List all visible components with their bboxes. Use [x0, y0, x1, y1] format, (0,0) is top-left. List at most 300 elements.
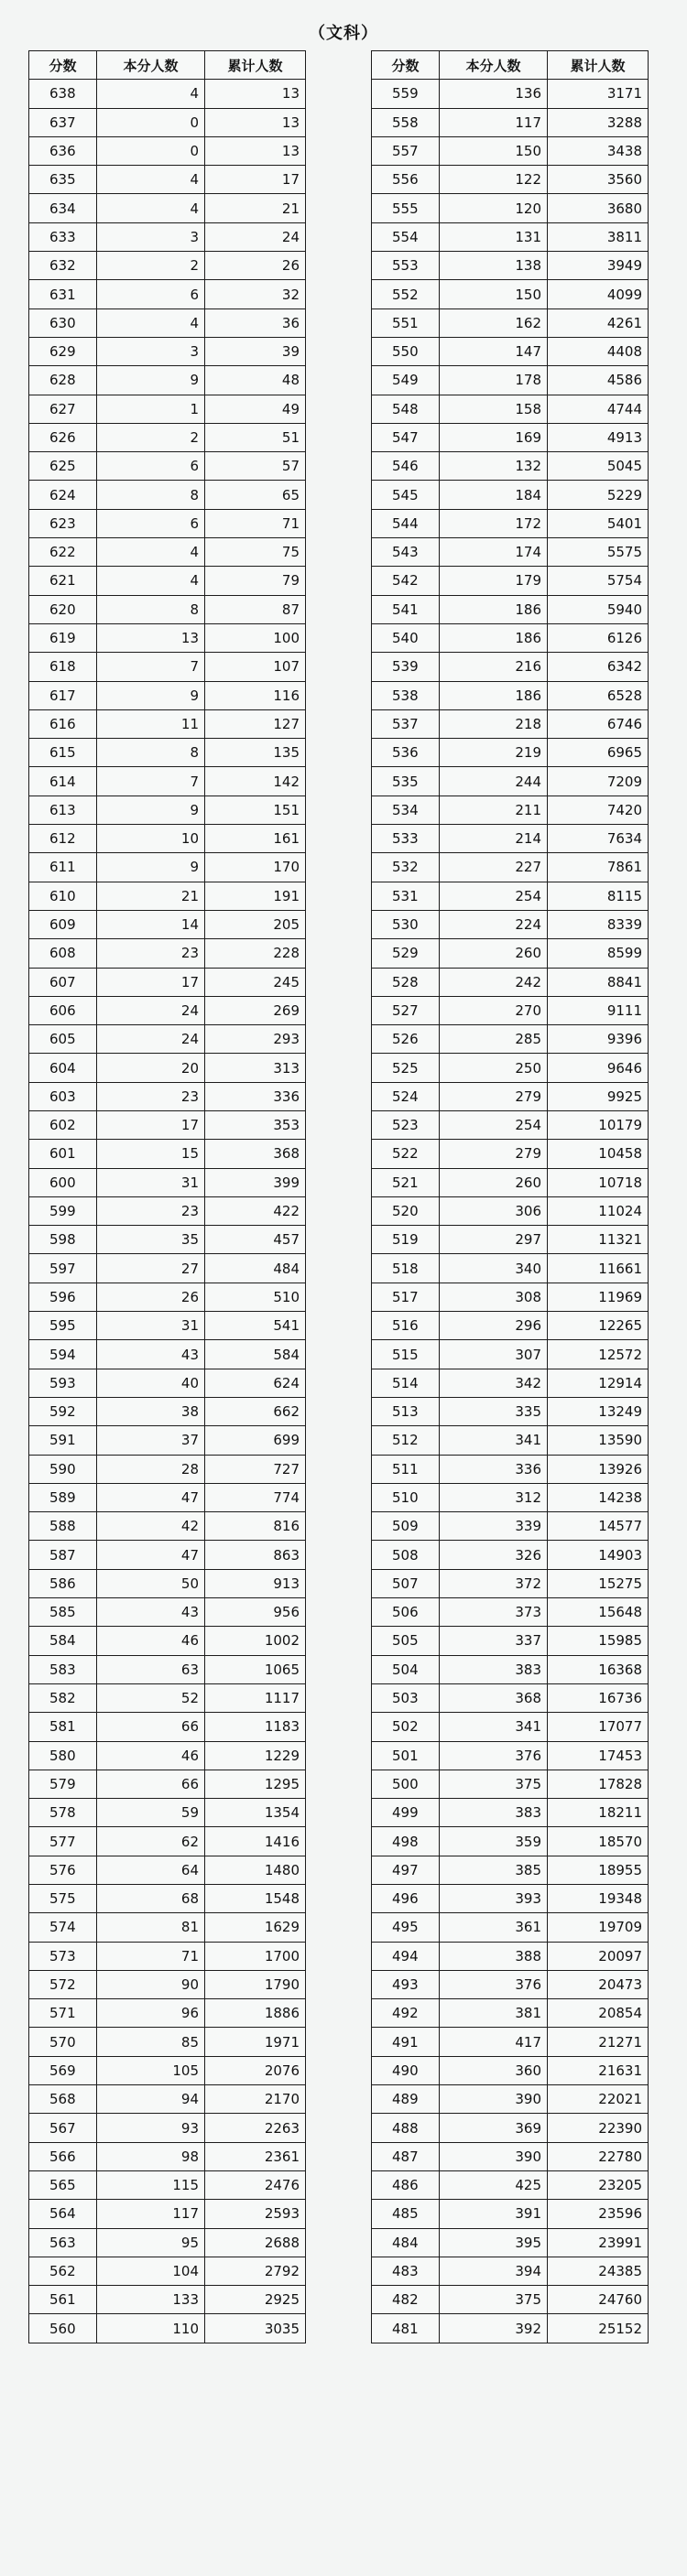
- table-body-right: [372, 80, 649, 2343]
- table-row: [372, 222, 649, 251]
- score-cell: 605: [29, 1025, 97, 1054]
- score-cell: 601: [29, 1140, 97, 1168]
- cumulative-cell: 11024: [548, 1196, 649, 1225]
- cumulative-cell: 100: [205, 623, 306, 652]
- table-row: [29, 1827, 306, 1856]
- count-cell: 120: [440, 194, 548, 222]
- score-cell: 593: [29, 1369, 97, 1397]
- cumulative-cell: 624: [205, 1369, 306, 1397]
- cumulative-cell: 87: [205, 595, 306, 623]
- cumulative-cell: 15648: [548, 1598, 649, 1627]
- score-cell: 558: [372, 108, 440, 136]
- cumulative-cell: 1480: [205, 1856, 306, 1884]
- cumulative-cell: 191: [205, 882, 306, 910]
- header-count: 本分人数: [97, 51, 205, 80]
- count-cell: 8: [97, 481, 205, 509]
- count-cell: 3: [97, 337, 205, 365]
- table-row: [372, 2028, 649, 2056]
- count-cell: 31: [97, 1312, 205, 1340]
- cumulative-cell: 4913: [548, 423, 649, 451]
- count-cell: 1: [97, 395, 205, 423]
- count-cell: 150: [440, 136, 548, 165]
- table-row: [29, 1226, 306, 1254]
- count-cell: 46: [97, 1741, 205, 1770]
- count-cell: 214: [440, 825, 548, 853]
- score-cell: 509: [372, 1512, 440, 1541]
- score-cell: 546: [372, 452, 440, 481]
- table-row: [372, 882, 649, 910]
- score-cell: 622: [29, 538, 97, 567]
- score-cell: 563: [29, 2228, 97, 2257]
- cumulative-cell: 13: [205, 136, 306, 165]
- cumulative-cell: 3288: [548, 108, 649, 136]
- count-cell: 31: [97, 1168, 205, 1196]
- count-cell: 10: [97, 825, 205, 853]
- score-cell: 607: [29, 968, 97, 996]
- score-cell: 569: [29, 2056, 97, 2084]
- score-cell: 556: [372, 166, 440, 194]
- table-row: [372, 1885, 649, 1913]
- count-cell: 52: [97, 1683, 205, 1712]
- table-row: [29, 2114, 306, 2142]
- cumulative-cell: 2925: [205, 2286, 306, 2314]
- cumulative-cell: 422: [205, 1196, 306, 1225]
- score-cell: 518: [372, 1254, 440, 1283]
- count-cell: 178: [440, 366, 548, 395]
- score-cell: 499: [372, 1799, 440, 1827]
- score-cell: 490: [372, 2056, 440, 2084]
- score-cell: 584: [29, 1627, 97, 1655]
- score-cell: 501: [372, 1741, 440, 1770]
- score-cell: 551: [372, 308, 440, 337]
- score-cell: 529: [372, 939, 440, 968]
- cumulative-cell: 24760: [548, 2286, 649, 2314]
- count-cell: 24: [97, 1025, 205, 1054]
- count-cell: 13: [97, 623, 205, 652]
- cumulative-cell: 48: [205, 366, 306, 395]
- table-row: [29, 538, 306, 567]
- score-cell: 536: [372, 739, 440, 767]
- count-cell: 395: [440, 2228, 548, 2257]
- table-row: [29, 108, 306, 136]
- table-row: [29, 1054, 306, 1082]
- cumulative-cell: 11969: [548, 1283, 649, 1311]
- table-row: [29, 337, 306, 365]
- table-row: [372, 1426, 649, 1455]
- count-cell: 23: [97, 1196, 205, 1225]
- count-cell: 7: [97, 653, 205, 681]
- table-row: [29, 1196, 306, 1225]
- table-row: [29, 452, 306, 481]
- score-cell: 575: [29, 1885, 97, 1913]
- cumulative-cell: 816: [205, 1512, 306, 1541]
- count-cell: 62: [97, 1827, 205, 1856]
- cumulative-cell: 12914: [548, 1369, 649, 1397]
- cumulative-cell: 313: [205, 1054, 306, 1082]
- count-cell: 169: [440, 423, 548, 451]
- cumulative-cell: 17828: [548, 1770, 649, 1798]
- cumulative-cell: 1971: [205, 2028, 306, 2056]
- count-cell: 244: [440, 767, 548, 796]
- count-cell: 308: [440, 1283, 548, 1311]
- cumulative-cell: 913: [205, 1569, 306, 1597]
- cumulative-cell: 9646: [548, 1054, 649, 1082]
- cumulative-cell: 23596: [548, 2200, 649, 2228]
- count-cell: 162: [440, 308, 548, 337]
- table-row: [372, 1110, 649, 1139]
- count-cell: 26: [97, 1283, 205, 1311]
- score-cell: 578: [29, 1799, 97, 1827]
- score-cell: 628: [29, 366, 97, 395]
- score-cell: 512: [372, 1426, 440, 1455]
- table-row: [29, 767, 306, 796]
- cumulative-cell: 8841: [548, 968, 649, 996]
- table-row: [372, 1999, 649, 2028]
- count-cell: 66: [97, 1713, 205, 1741]
- cumulative-cell: 5401: [548, 509, 649, 537]
- count-cell: 383: [440, 1655, 548, 1683]
- header-cumulative: 累计人数: [548, 51, 649, 80]
- count-cell: 43: [97, 1340, 205, 1369]
- cumulative-cell: 484: [205, 1254, 306, 1283]
- count-cell: 14: [97, 910, 205, 938]
- table-row: [29, 1655, 306, 1683]
- table-row: [29, 1569, 306, 1597]
- cumulative-cell: 49: [205, 395, 306, 423]
- cumulative-cell: 4586: [548, 366, 649, 395]
- cumulative-cell: 10458: [548, 1140, 649, 1168]
- cumulative-cell: 3438: [548, 136, 649, 165]
- count-cell: 4: [97, 80, 205, 108]
- table-row: [29, 939, 306, 968]
- cumulative-cell: 12265: [548, 1312, 649, 1340]
- cumulative-cell: 14238: [548, 1483, 649, 1511]
- cumulative-cell: 5754: [548, 567, 649, 595]
- table-row: [372, 395, 649, 423]
- score-cell: 633: [29, 222, 97, 251]
- table-row: [29, 882, 306, 910]
- score-cell: 611: [29, 853, 97, 882]
- score-cell: 567: [29, 2114, 97, 2142]
- count-cell: 388: [440, 1942, 548, 1970]
- cumulative-cell: 116: [205, 681, 306, 709]
- score-cell: 503: [372, 1683, 440, 1712]
- table-row: [29, 1369, 306, 1397]
- table-row: [29, 1082, 306, 1110]
- count-cell: 6: [97, 509, 205, 537]
- score-cell: 488: [372, 2114, 440, 2142]
- score-cell: 570: [29, 2028, 97, 2056]
- cumulative-cell: 23205: [548, 2170, 649, 2199]
- score-cell: 527: [372, 996, 440, 1024]
- cumulative-cell: 956: [205, 1598, 306, 1627]
- cumulative-cell: 13: [205, 80, 306, 108]
- count-cell: 4: [97, 166, 205, 194]
- table-row: [29, 252, 306, 280]
- score-cell: 522: [372, 1140, 440, 1168]
- cumulative-cell: 161: [205, 825, 306, 853]
- count-cell: 98: [97, 2142, 205, 2170]
- score-cell: 489: [372, 2085, 440, 2114]
- table-row: [372, 1283, 649, 1311]
- count-cell: 186: [440, 623, 548, 652]
- table-row: [372, 2200, 649, 2228]
- count-cell: 260: [440, 1168, 548, 1196]
- score-cell: 638: [29, 80, 97, 108]
- table-row: [29, 366, 306, 395]
- table-row: [372, 1799, 649, 1827]
- cumulative-cell: 2688: [205, 2228, 306, 2257]
- cumulative-cell: 510: [205, 1283, 306, 1311]
- cumulative-cell: 32: [205, 280, 306, 308]
- count-cell: 0: [97, 136, 205, 165]
- table-row: [372, 1397, 649, 1425]
- table-row: [29, 1999, 306, 2028]
- score-cell: 554: [372, 222, 440, 251]
- score-cell: 613: [29, 796, 97, 824]
- cumulative-cell: 13926: [548, 1455, 649, 1483]
- cumulative-cell: 8115: [548, 882, 649, 910]
- cumulative-cell: 18955: [548, 1856, 649, 1884]
- score-cell: 582: [29, 1683, 97, 1712]
- count-cell: 6: [97, 452, 205, 481]
- count-cell: 21: [97, 882, 205, 910]
- table-row: [372, 1713, 649, 1741]
- table-header-row: [372, 51, 649, 80]
- cumulative-cell: 26: [205, 252, 306, 280]
- cumulative-cell: 20097: [548, 1942, 649, 1970]
- count-cell: 216: [440, 653, 548, 681]
- cumulative-cell: 6126: [548, 623, 649, 652]
- score-cell: 631: [29, 280, 97, 308]
- count-cell: 46: [97, 1627, 205, 1655]
- score-cell: 540: [372, 623, 440, 652]
- cumulative-cell: 7861: [548, 853, 649, 882]
- score-cell: 532: [372, 853, 440, 882]
- count-cell: 27: [97, 1254, 205, 1283]
- table-row: [372, 108, 649, 136]
- count-cell: 96: [97, 1999, 205, 2028]
- table-row: [29, 1683, 306, 1712]
- table-row: [372, 2170, 649, 2199]
- count-cell: 339: [440, 1512, 548, 1541]
- score-cell: 637: [29, 108, 97, 136]
- score-cell: 547: [372, 423, 440, 451]
- count-cell: 224: [440, 910, 548, 938]
- score-cell: 516: [372, 1312, 440, 1340]
- table-row: [372, 452, 649, 481]
- count-cell: 150: [440, 280, 548, 308]
- cumulative-cell: 24: [205, 222, 306, 251]
- score-cell: 533: [372, 825, 440, 853]
- cumulative-cell: 353: [205, 1110, 306, 1139]
- cumulative-cell: 1700: [205, 1942, 306, 1970]
- count-cell: 4: [97, 308, 205, 337]
- count-cell: 3: [97, 222, 205, 251]
- score-cell: 491: [372, 2028, 440, 2056]
- table-row: [29, 1741, 306, 1770]
- count-cell: 15: [97, 1140, 205, 1168]
- count-cell: 40: [97, 1369, 205, 1397]
- cumulative-cell: 10718: [548, 1168, 649, 1196]
- score-cell: 555: [372, 194, 440, 222]
- cumulative-cell: 10179: [548, 1110, 649, 1139]
- cumulative-cell: 20473: [548, 1970, 649, 1998]
- cumulative-cell: 7420: [548, 796, 649, 824]
- table-row: [29, 1483, 306, 1511]
- table-row: [29, 2314, 306, 2343]
- table-row: [372, 623, 649, 652]
- table-row: [372, 1140, 649, 1168]
- score-cell: 506: [372, 1598, 440, 1627]
- score-cell: 523: [372, 1110, 440, 1139]
- score-cell: 587: [29, 1541, 97, 1569]
- table-row: [29, 481, 306, 509]
- header-score: 分数: [29, 51, 97, 80]
- table-row: [372, 567, 649, 595]
- score-cell: 634: [29, 194, 97, 222]
- table-row: [29, 80, 306, 108]
- score-cell: 566: [29, 2142, 97, 2170]
- count-cell: 254: [440, 882, 548, 910]
- score-cell: 560: [29, 2314, 97, 2343]
- count-cell: 218: [440, 709, 548, 738]
- count-cell: 254: [440, 1110, 548, 1139]
- table-row: [29, 1942, 306, 1970]
- score-cell: 542: [372, 567, 440, 595]
- score-cell: 612: [29, 825, 97, 853]
- count-cell: 158: [440, 395, 548, 423]
- table-row: [372, 1655, 649, 1683]
- cumulative-cell: 9925: [548, 1082, 649, 1110]
- table-row: [29, 136, 306, 165]
- score-cell: 507: [372, 1569, 440, 1597]
- cumulative-cell: 24385: [548, 2257, 649, 2285]
- count-cell: 8: [97, 595, 205, 623]
- table-row: [29, 595, 306, 623]
- count-cell: 219: [440, 739, 548, 767]
- table-row: [372, 194, 649, 222]
- score-cell: 625: [29, 452, 97, 481]
- score-cell: 579: [29, 1770, 97, 1798]
- cumulative-cell: 1229: [205, 1741, 306, 1770]
- table-row: [372, 2085, 649, 2114]
- score-cell: 537: [372, 709, 440, 738]
- score-cell: 599: [29, 1196, 97, 1225]
- table-row: [372, 1541, 649, 1569]
- cumulative-cell: 142: [205, 767, 306, 796]
- cumulative-cell: 11321: [548, 1226, 649, 1254]
- count-cell: 2: [97, 252, 205, 280]
- count-cell: 42: [97, 1512, 205, 1541]
- table-row: [372, 166, 649, 194]
- table-row: [372, 337, 649, 365]
- count-cell: 9: [97, 796, 205, 824]
- score-cell: 484: [372, 2228, 440, 2257]
- count-cell: 376: [440, 1741, 548, 1770]
- cumulative-cell: 12572: [548, 1340, 649, 1369]
- table-row: [29, 910, 306, 938]
- cumulative-cell: 17: [205, 166, 306, 194]
- score-cell: 597: [29, 1254, 97, 1283]
- table-row: [372, 595, 649, 623]
- score-cell: 483: [372, 2257, 440, 2285]
- cumulative-cell: 368: [205, 1140, 306, 1168]
- cumulative-cell: 16736: [548, 1683, 649, 1712]
- count-cell: 172: [440, 509, 548, 537]
- table-row: [372, 709, 649, 738]
- count-cell: 50: [97, 1569, 205, 1597]
- score-cell: 486: [372, 2170, 440, 2199]
- cumulative-cell: 399: [205, 1168, 306, 1196]
- table-row: [372, 538, 649, 567]
- table-row: [29, 280, 306, 308]
- table-row: [372, 1741, 649, 1770]
- score-cell: 553: [372, 252, 440, 280]
- cumulative-cell: 13590: [548, 1426, 649, 1455]
- count-cell: 6: [97, 280, 205, 308]
- count-cell: 117: [97, 2200, 205, 2228]
- table-row: [29, 796, 306, 824]
- score-cell: 534: [372, 796, 440, 824]
- table-row: [372, 1512, 649, 1541]
- table-row: [372, 252, 649, 280]
- cumulative-cell: 863: [205, 1541, 306, 1569]
- table-row: [372, 653, 649, 681]
- table-row: [29, 1283, 306, 1311]
- table-row: [29, 2028, 306, 2056]
- cumulative-cell: 51: [205, 423, 306, 451]
- table-row: [29, 853, 306, 882]
- header-score: 分数: [372, 51, 440, 80]
- cumulative-cell: 18570: [548, 1827, 649, 1856]
- cumulative-cell: 21631: [548, 2056, 649, 2084]
- cumulative-cell: 11661: [548, 1254, 649, 1283]
- table-row: [372, 681, 649, 709]
- count-cell: 340: [440, 1254, 548, 1283]
- table-row: [372, 853, 649, 882]
- score-cell: 602: [29, 1110, 97, 1139]
- count-cell: 64: [97, 1856, 205, 1884]
- count-cell: 391: [440, 2200, 548, 2228]
- count-cell: 342: [440, 1369, 548, 1397]
- score-cell: 616: [29, 709, 97, 738]
- cumulative-cell: 1790: [205, 1970, 306, 1998]
- count-cell: 341: [440, 1426, 548, 1455]
- score-cell: 618: [29, 653, 97, 681]
- table-row: [372, 825, 649, 853]
- count-cell: 90: [97, 1970, 205, 1998]
- cumulative-cell: 21: [205, 194, 306, 222]
- cumulative-cell: 2792: [205, 2257, 306, 2285]
- count-cell: 369: [440, 2114, 548, 2142]
- score-cell: 609: [29, 910, 97, 938]
- cumulative-cell: 4099: [548, 280, 649, 308]
- table-row: [372, 1226, 649, 1254]
- table-row: [372, 2314, 649, 2343]
- cumulative-cell: 5045: [548, 452, 649, 481]
- cumulative-cell: 2170: [205, 2085, 306, 2114]
- table-row: [29, 739, 306, 767]
- score-cell: 502: [372, 1713, 440, 1741]
- table-row: [372, 1483, 649, 1511]
- score-cell: 496: [372, 1885, 440, 1913]
- table-row: [29, 1312, 306, 1340]
- score-cell: 531: [372, 882, 440, 910]
- count-cell: 368: [440, 1683, 548, 1712]
- count-cell: 174: [440, 538, 548, 567]
- count-cell: 20: [97, 1054, 205, 1082]
